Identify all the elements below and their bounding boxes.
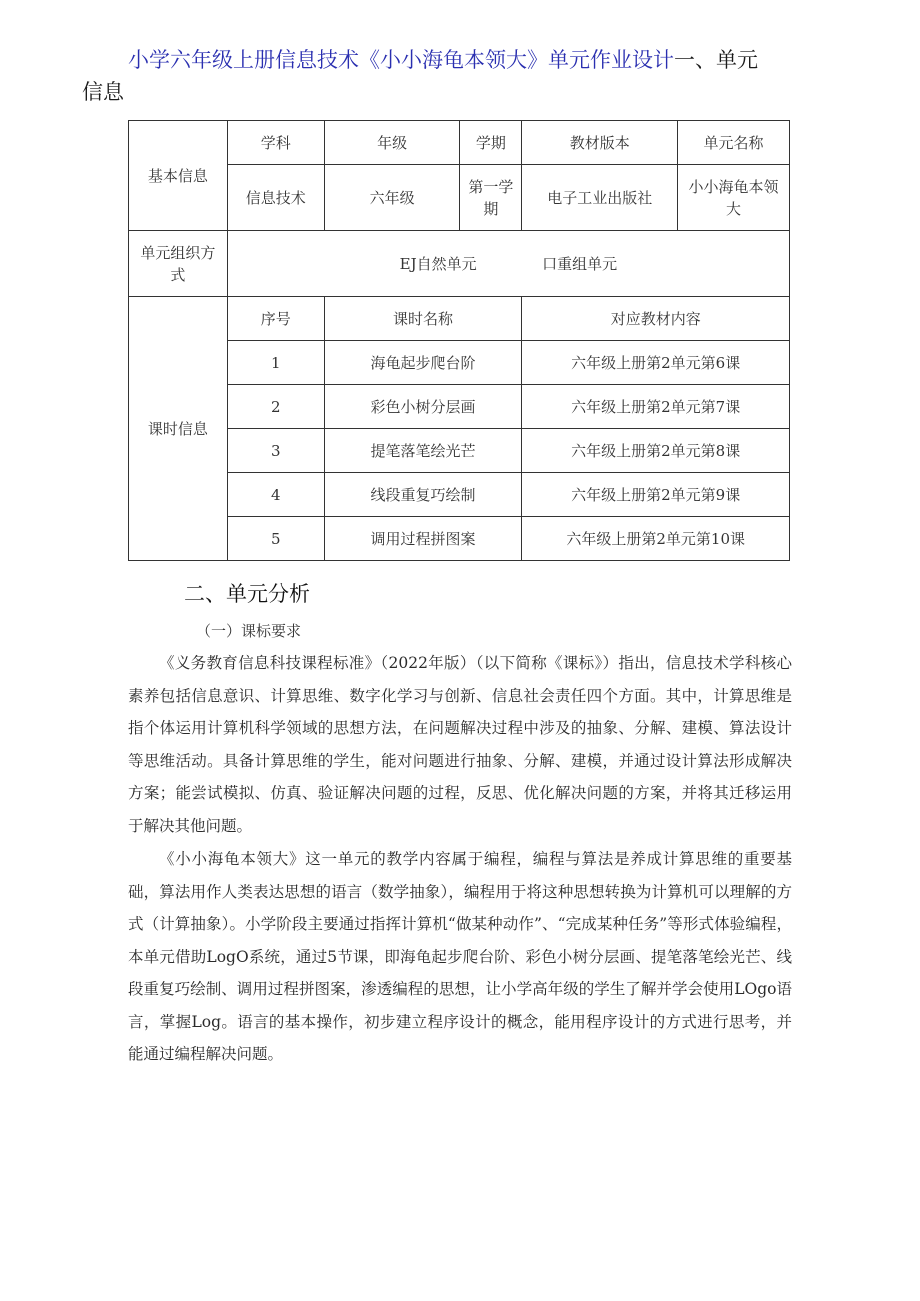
table-row xyxy=(129,297,790,341)
title-main: 小学六年级上册信息技术《小小海龟本领大》单元作业设计 xyxy=(128,48,674,72)
table-row xyxy=(129,385,790,429)
header-subject: 学科 xyxy=(227,121,324,165)
lesson-content: 六年级上册第2单元第7课 xyxy=(522,385,790,429)
paragraph-standards: 《义务教育信息科技课程标准》（2022年版）（以下简称《课标》）指出，信息技术学科核心素养包括信息意识、计算思维、数字化学习与创新、信息社会责任四个方面。其中，计算思维是指个体运用计算机科学领域的思想方法，在问题解决过程中涉及的抽象、分解、建模、算法设计等思维活动。具备计算思维的学生，能对问题进行抽象、分解、建模，并通过设计算法形成解决方案；能尝试模拟、仿真、验证解决问题的过程，反思、优化解决问题的方案，并将其迁移运用于解决其他问题。 xyxy=(128,654,792,835)
lesson-name: 海龟起步爬台阶 xyxy=(324,341,522,385)
value-subject: 信息技术 xyxy=(227,165,324,231)
table-row xyxy=(129,473,790,517)
value-term: 第一学期 xyxy=(460,165,522,231)
lesson-no: 4 xyxy=(227,473,324,517)
lesson-info-label: 课时信息 xyxy=(129,297,228,561)
lesson-no: 3 xyxy=(227,429,324,473)
unit-info-table xyxy=(128,120,790,561)
lesson-content: 六年级上册第2单元第9课 xyxy=(522,473,790,517)
title-suffix-line2: 信息 xyxy=(82,80,124,104)
table-row xyxy=(129,231,790,297)
value-unit-name: 小小海龟本领大 xyxy=(678,165,790,231)
table-row xyxy=(129,165,790,231)
lesson-name: 提笔落笔绘光芒 xyxy=(324,429,522,473)
lesson-name: 调用过程拼图案 xyxy=(324,517,522,561)
basic-info-label: 基本信息 xyxy=(129,121,228,231)
document-title xyxy=(82,44,802,108)
lesson-content: 六年级上册第2单元第6课 xyxy=(522,341,790,385)
title-suffix: 一、单元 xyxy=(674,48,758,72)
org-label: 单元组织方式 xyxy=(129,231,228,297)
lesson-content: 六年级上册第2单元第8课 xyxy=(522,429,790,473)
lesson-no: 2 xyxy=(227,385,324,429)
header-unit-name: 单元名称 xyxy=(678,121,790,165)
lesson-header-content: 对应教材内容 xyxy=(522,297,790,341)
org-options xyxy=(227,231,789,297)
lesson-header-no: 序号 xyxy=(227,297,324,341)
lesson-name: 线段重复巧绘制 xyxy=(324,473,522,517)
lesson-content: 六年级上册第2单元第10课 xyxy=(522,517,790,561)
table-row xyxy=(129,429,790,473)
lesson-no: 5 xyxy=(227,517,324,561)
section-heading-unit-analysis: 二、单元分析 xyxy=(184,582,310,606)
lesson-no: 1 xyxy=(227,341,324,385)
paragraph-unit-content: 《小小海龟本领大》这一单元的教学内容属于编程，编程与算法是养成计算思维的重要基础，算法用作人类表达思想的语言（数学抽象），编程用于将这种思想转换为计算机可以理解的方式（计算抽象）。小学阶段主要通过指挥计算机“做某种动作”、“完成某种任务”等形式体验编程，本单元借助LogO系统，通过5节课，即海龟起步爬台阶、彩色小树分层画、提笔落笔绘光芒、线段重复巧绘制、调用过程拼图案，渗透编程的思想，让小学高年级的学生了解并学会使用LOgo语言，掌握Log。语言的基本操作，初步建立程序设计的概念，能用程序设计的方式进行思考，并能通过编程解决问题。 xyxy=(128,850,792,1063)
value-grade: 六年级 xyxy=(324,165,460,231)
lesson-name: 彩色小树分层画 xyxy=(324,385,522,429)
value-textbook: 电子工业出版社 xyxy=(522,165,678,231)
table-row xyxy=(129,121,790,165)
table-row xyxy=(129,341,790,385)
header-grade: 年级 xyxy=(324,121,460,165)
header-term: 学期 xyxy=(460,121,522,165)
org-option-regroup: 口重组单元 xyxy=(542,254,618,273)
org-option-natural: EJ自然单元 xyxy=(399,254,477,273)
table-row xyxy=(129,517,790,561)
header-textbook: 教材版本 xyxy=(522,121,678,165)
subsection-heading-standards: （一）课标要求 xyxy=(196,622,302,640)
lesson-header-name: 课时名称 xyxy=(324,297,522,341)
